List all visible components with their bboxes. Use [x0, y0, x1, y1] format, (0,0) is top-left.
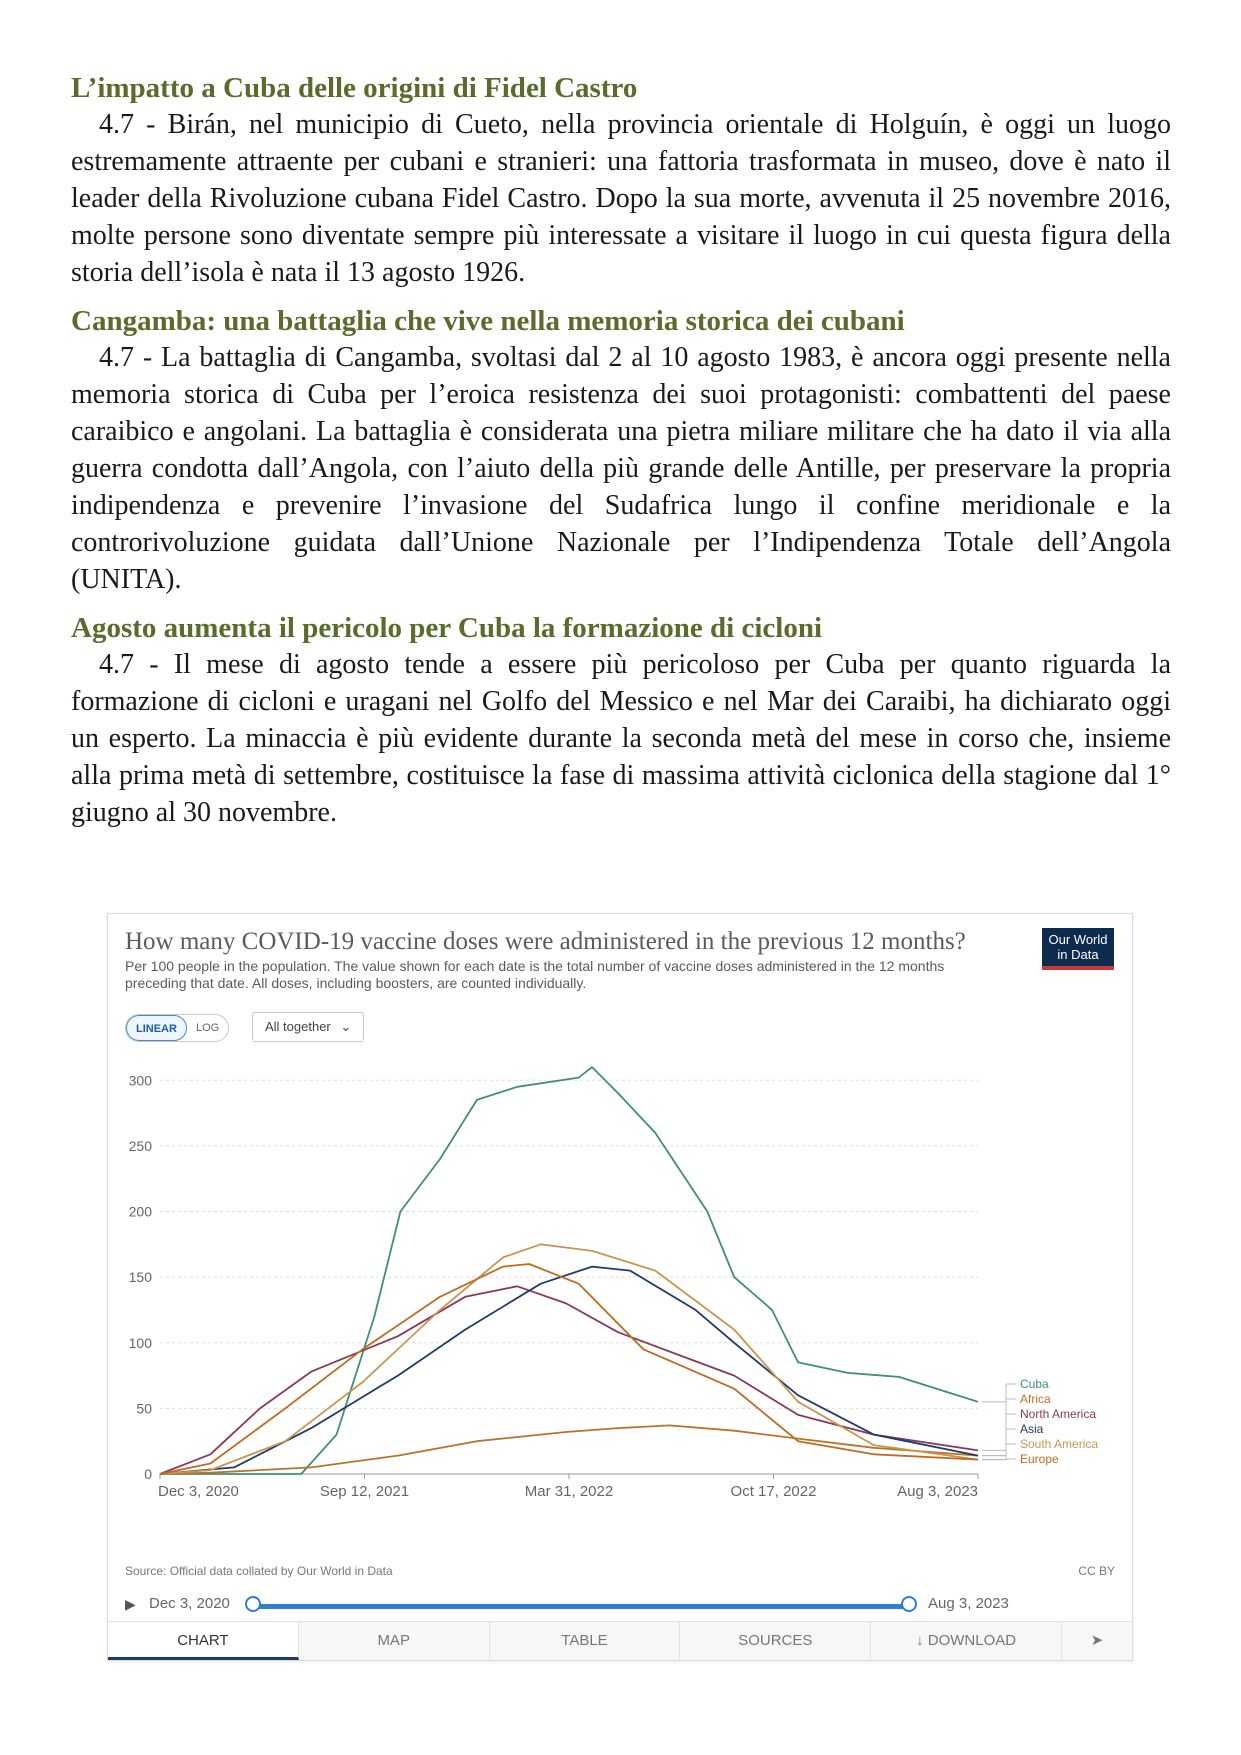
timeline-end-label: Aug 3, 2023 — [928, 1595, 1009, 1612]
y-tick-label: 100 — [128, 1334, 152, 1351]
tab-chart[interactable]: CHART — [108, 1622, 299, 1660]
play-icon[interactable]: ▶ — [125, 1596, 136, 1612]
legend-leader-line — [982, 1444, 1016, 1460]
legend-label: Africa — [1020, 1392, 1051, 1406]
legend-label: Europe — [1020, 1452, 1059, 1466]
legend-label: North America — [1020, 1407, 1097, 1421]
license-link[interactable]: CC BY — [1078, 1564, 1115, 1578]
share-icon: ➤ — [1090, 1632, 1104, 1649]
legend-label: South America — [1020, 1437, 1099, 1451]
section-heading: Agosto aumenta il pericolo per Cuba la formazione di cicloni — [71, 612, 822, 644]
y-tick-label: 0 — [144, 1466, 152, 1482]
legend-leader-line — [982, 1399, 1016, 1456]
tab-map[interactable]: MAP — [299, 1622, 490, 1660]
tab-table[interactable]: TABLE — [490, 1622, 681, 1660]
timeline-track[interactable] — [254, 1604, 910, 1609]
legend-label: Cuba — [1020, 1377, 1049, 1391]
y-tick-label: 300 — [128, 1072, 152, 1089]
entity-selector-label: All together — [265, 1019, 331, 1034]
linear-scale-button[interactable]: LINEAR — [126, 1015, 187, 1041]
series-line — [160, 1067, 978, 1474]
x-tick-label: Mar 31, 2022 — [524, 1483, 614, 1500]
timeline — [125, 1594, 1115, 1616]
chart-tabs — [108, 1621, 1132, 1660]
chart-subtitle: Per 100 people in the population. The value shown for each date is the total number of vaccine doses administered in the 12 months preceding that date. All doses, including boosters, are counted individually. — [125, 958, 945, 991]
x-tick-label: Aug 3, 2023 — [897, 1483, 978, 1500]
series-line — [160, 1244, 978, 1474]
chart-title: How many COVID-19 vaccine doses were administered in the previous 12 months? — [125, 928, 966, 955]
article — [71, 70, 1171, 843]
y-tick-label: 50 — [136, 1400, 152, 1417]
tab-download[interactable] — [871, 1622, 1062, 1660]
section-body: 4.7 - Il mese di agosto tende a essere più pericoloso per Cuba per quanto riguarda la formazione di cicloni e uragani nel Golfo del Messico e nel Mar dei Caraibi, ha dichiarato oggi un esperto. La minaccia è più evidente durante la seconda metà del mese in corso che, insieme alla prima metà di settembre, costituisce la fase di massima attività ciclonica della stagione dal 1° giugno al 30 novembre. — [71, 649, 1171, 828]
chevron-down-icon: ⌄ — [340, 1019, 352, 1034]
y-tick-label: 150 — [128, 1269, 152, 1286]
logo-line-2: in Data — [1057, 947, 1099, 962]
x-tick-label: Sep 12, 2021 — [319, 1483, 410, 1500]
series-line — [160, 1425, 978, 1474]
share-button[interactable] — [1062, 1622, 1132, 1660]
x-tick-label: Dec 3, 2020 — [158, 1483, 239, 1500]
timeline-start-label: Dec 3, 2020 — [149, 1595, 230, 1612]
tab-download-label: DOWNLOAD — [927, 1632, 1017, 1649]
line-chart — [108, 914, 1132, 1559]
legend-label: Asia — [1020, 1422, 1044, 1436]
section-heading: Cangamba: una battaglia che vive nella memoria storica dei cubani — [71, 305, 905, 337]
section-body: 4.7 - Birán, nel municipio di Cueto, nella provincia orientale di Holguín, è oggi un luogo estremamente attraente per cubani e stranieri: una fattoria trasformata in museo, dove è nato il leader della Rivoluzione cubana Fidel Castro. Dopo la sua morte, avvenuta il 25 novembre 2016, molte persone sono diventate sempre più interessate a visitare il luogo in cui questa figura della storia dell’isola è nata il 13 agosto 1926. — [71, 109, 1171, 288]
log-scale-button[interactable]: LOG — [195, 1022, 220, 1034]
tab-sources[interactable]: SOURCES — [680, 1622, 871, 1660]
legend-leader-line — [982, 1429, 1016, 1456]
download-icon: ↓ — [916, 1632, 924, 1649]
legend-leader-line — [982, 1459, 1016, 1460]
y-tick-label: 200 — [128, 1203, 152, 1220]
x-tick-label: Oct 17, 2022 — [730, 1483, 817, 1500]
owid-chart-embed — [107, 913, 1133, 1661]
timeline-start-handle[interactable] — [245, 1596, 261, 1612]
chart-source: Source: Official data collated by Our World in Data — [125, 1564, 393, 1578]
logo-line-1: Our World — [1048, 932, 1108, 947]
section-heading: L’impatto a Cuba delle origini di Fidel Castro — [71, 72, 638, 104]
y-tick-label: 250 — [128, 1137, 152, 1154]
timeline-end-handle[interactable] — [901, 1596, 917, 1612]
section-body: 4.7 - La battaglia di Cangamba, svoltasi dal 2 al 10 agosto 1983, è ancora oggi presente nella memoria storica di Cuba per l’eroica resistenza dei suoi protagonisti: combattenti del paese caraibico e angolani. La battaglia è considerata una pietra miliare militare che ha dato il via alla guerra condotta dall’Angola, con l’aiuto della più grande delle Antille, per preservare la propria indipendenza e prevenire l’invasione del Sudafrica lungo il confine meridionale e la controrivoluzione guidata dall’Unione Nazionale per l’Indipendenza Totale dell’Angola (UNITA). — [71, 342, 1171, 595]
legend-leader-line — [982, 1414, 1016, 1450]
